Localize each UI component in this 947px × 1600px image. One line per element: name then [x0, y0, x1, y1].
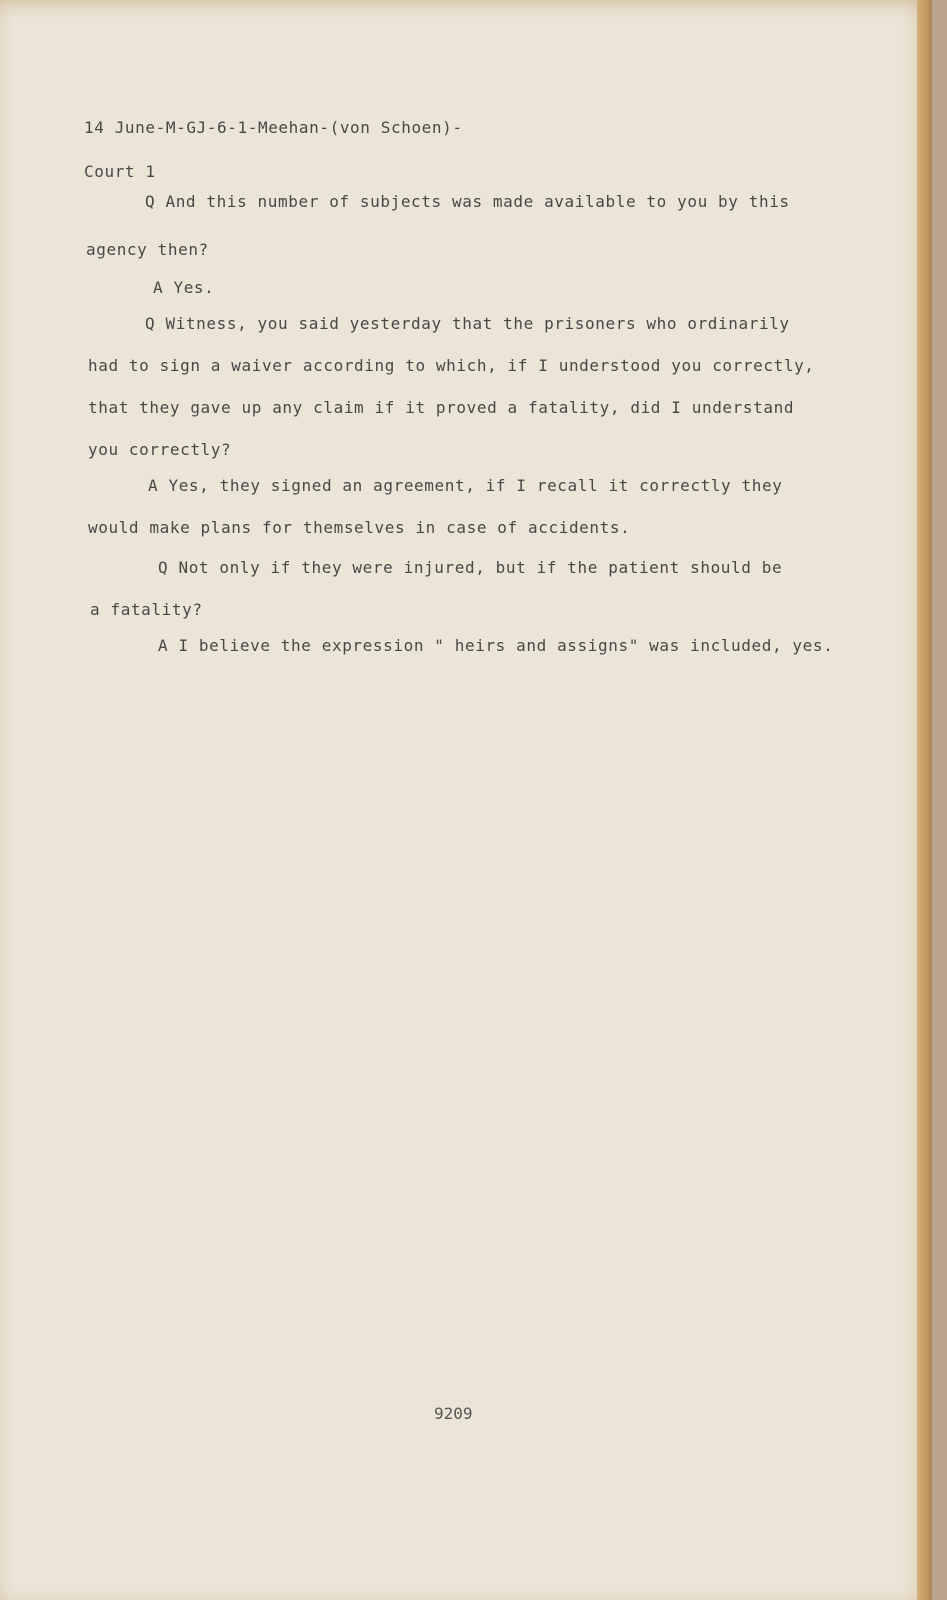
- transcript-line: A Yes.: [153, 278, 215, 297]
- transcript-line: had to sign a waiver according to which, if I understood you correctly,: [88, 356, 815, 375]
- document-header: 14 June-M-GJ-6-1-Meehan-(von Schoen)-: [84, 118, 463, 137]
- transcript-line: Q And this number of subjects was made available to you by this: [145, 192, 790, 211]
- transcript-line: Q Witness, you said yesterday that the prisoners who ordinarily: [145, 314, 790, 333]
- transcript-line: that they gave up any claim if it proved a fatality, did I understand: [88, 398, 795, 417]
- transcript-line: a fatality?: [90, 600, 203, 619]
- transcript-line: would make plans for themselves in case of accidents.: [88, 518, 631, 537]
- transcript-line: Q Not only if they were injured, but if the patient should be: [158, 558, 783, 577]
- transcript-line: A Yes, they signed an agreement, if I recall it correctly they: [148, 476, 783, 495]
- transcript-line: you correctly?: [88, 440, 232, 459]
- transcript-line: agency then?: [86, 240, 209, 259]
- page-number: 9209: [434, 1404, 473, 1423]
- transcript-line: A I believe the expression " heirs and assigns" was included, yes.: [158, 636, 834, 655]
- page-edge: [917, 0, 932, 1600]
- court-label: Court 1: [84, 162, 156, 181]
